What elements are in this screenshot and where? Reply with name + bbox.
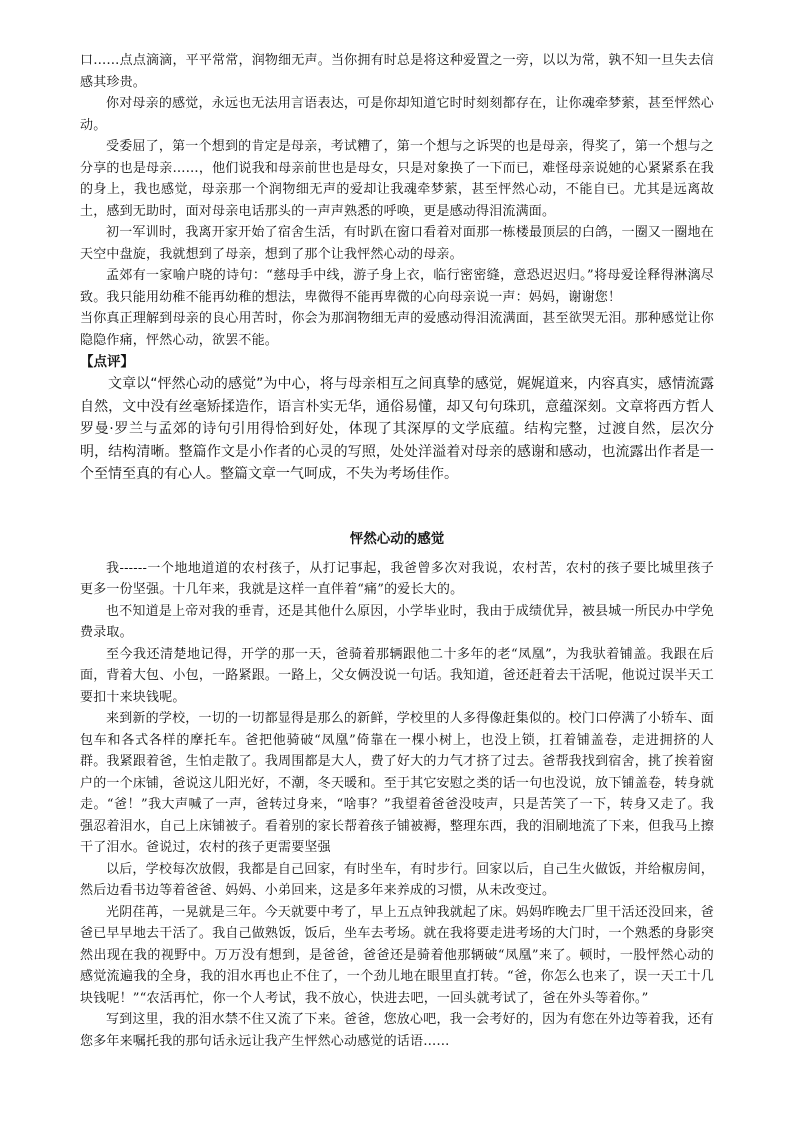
paragraph: 我------一个地地道道的农村孩子，从打记事起，我爸曾多次对我说，农村苦，农村的孩子要比城里孩子更多一份坚强。十几年来，我就是这样一直伴着“痛”的爱长大的。 <box>80 560 714 597</box>
document-page <box>80 50 714 1052</box>
paragraph: 写到这里，我的泪水禁不住又流了下来。爸爸，您放心吧，我一会考好的，因为有您在外边等着我，还有您多年来嘱托我的那句话永远让我产生怦然心动感觉的话语…… <box>80 1012 714 1049</box>
paragraph: 孟郊有一家喻户晓的诗句：“慈母手中线，游子身上衣，临行密密缝，意恐迟迟归。”将母爱诠释得淋漓尽致。我只能用幼稚不能再幼稚的想法，卑微得不能再卑微的心向母亲说一声：妈妈，谢谢您！ <box>80 268 714 305</box>
paragraph: 受委屈了，第一个想到的肯定是母亲，考试糟了，第一个想与之诉哭的也是母亲，得奖了，第一个想与之分享的也是母亲……，他们说我和母亲前世也是母女，只是对象换了一下而已，难怪母亲说她的心紧紧系在我的身上，我也感觉，母亲那一个润物细无声的爱却让我魂牵梦萦，甚至怦然心动，不能自已。尤其是远离故土，感到无助时，面对母亲电话那头的一声声熟悉的呼唤，更是感动得泪流满面。 <box>80 139 714 219</box>
paragraph: 当你真正理解到母亲的良心用苦时，你会为那润物细无声的爱感动得泪流满面，甚至欲哭无泪。那种感觉让你隐隐作痛，怦然心动，欲罢不能。 <box>80 311 714 348</box>
paragraph: 光阴荏苒，一晃就是三年。今天就要中考了，早上五点钟我就起了床。妈妈昨晚去厂里干活还没回来，爸爸已早早地去干活了。我自己做熟饭，饭后，坐车去考场。就在我将要走进考场的大门时，一个熟悉的身影突然出现在我的视野中。万万没有想到，是爸爸，爸爸还是骑着他那辆破“凤凰”来了。顿时，一股怦然心动的感觉流遍我的全身，我的泪水再也止不住了，一个劲儿地在眼里直打转。“爸，你怎么也来了，误一天工十几块钱呢！”“农活再忙，你一个人考试，我不放心，快进去吧，一回头就考试了，爸在外头等着你。” <box>80 904 714 1006</box>
paragraph: 以后，学校每次放假，我都是自己回家，有时坐车，有时步行。回家以后，自己生火做饭，并给椒房间，然后边看书边等着爸爸、妈妈、小弟回来，这是多年来养成的习惯，从未改变过。 <box>80 861 714 898</box>
paragraph: 也不知道是上帝对我的垂青，还是其他什么原因，小学毕业时，我由于成绩优异，被县城一所民办中学免费录取。 <box>80 603 714 640</box>
paragraph: 口……点点滴滴，平平常常，润物细无声。当你拥有时总是将这种爱置之一旁，以以为常，孰不知一旦失去信感其珍贵。 <box>80 53 714 90</box>
paragraph: 来到新的学校，一切的一切都显得是那么的新鲜，学校里的人多得像赶集似的。校门口停满了小轿车、面包车和各式各样的摩托车。爸把他骑破“凤凰”倚靠在一棵小树上，也没上锁，扛着铺盖卷，走进拥挤的人群。我紧跟着爸，生怕走散了。我周围都是大人，费了好大的力气才挤了过去。爸帮我找到宿舍，挑了挨着窗户的一个床铺，爸说这儿阳光好，不潮，冬天暖和。至于其它安慰之类的话一句也没说，放下铺盖卷，转身就走。“爸！”我大声喊了一声，爸转过身来，“啥事？”我望着爸爸没吱声，只是苦笑了一下，转身又走了。我强忍着泪水，自己上床铺被子。看着别的家长帮着孩子铺被褥，整理东西，我的泪刷地流了下来，但我马上擦干了泪水。爸说过，农村的孩子更需要坚强 <box>80 711 714 855</box>
comment-text: 文章以“怦然心动的感觉”为中心，将与母亲相互之间真挚的感觉，娓娓道来，内容真实，感情流露自然，文中没有丝毫矫揉造作，语言朴实无华，通俗易懂，却又句句珠玑，意蕴深刻。文章将西方哲人罗曼·罗兰与孟郊的诗句引用得恰到好处，体现了其深厚的文学底蕴。结构完整，过渡自然，层次分明，结构清晰。整篇作文是小作者的心灵的写照，处处洋溢着对母亲的感谢和感动，也流露出作者是一个至情至真的有心人。整篇文章一气呵成，不失为考场佳作。 <box>80 376 714 482</box>
section-gap <box>80 486 714 528</box>
paragraph: 你对母亲的感觉，永远也无法用言语表达，可是你却知道它时时刻刻都存在，让你魂牵梦萦，甚至怦然心动。 <box>80 96 714 133</box>
comment-header: 【点评】 <box>80 354 134 370</box>
paragraph: 至今我还清楚地记得，开学的那一天，爸骑着那辆跟他二十多年的老“凤凰”，为我驮着铺盖。我跟在后面，背着大包、小包，一路紧跟。一路上，父女俩没说一句话。我知道，爸还赶着去干活呢，他说过误半天工要扣十来块钱呢。 <box>80 646 714 705</box>
essay-title: 怦然心动的感觉 <box>349 530 445 547</box>
paragraph: 初一军训时，我离开家开始了宿舍生活，有时趴在窗口看着对面那一栋楼最顶层的白鸽，一圈又一圈地在天空中盘旋，我就想到了母亲，想到了那个让我怦然心动的母亲。 <box>80 225 714 262</box>
